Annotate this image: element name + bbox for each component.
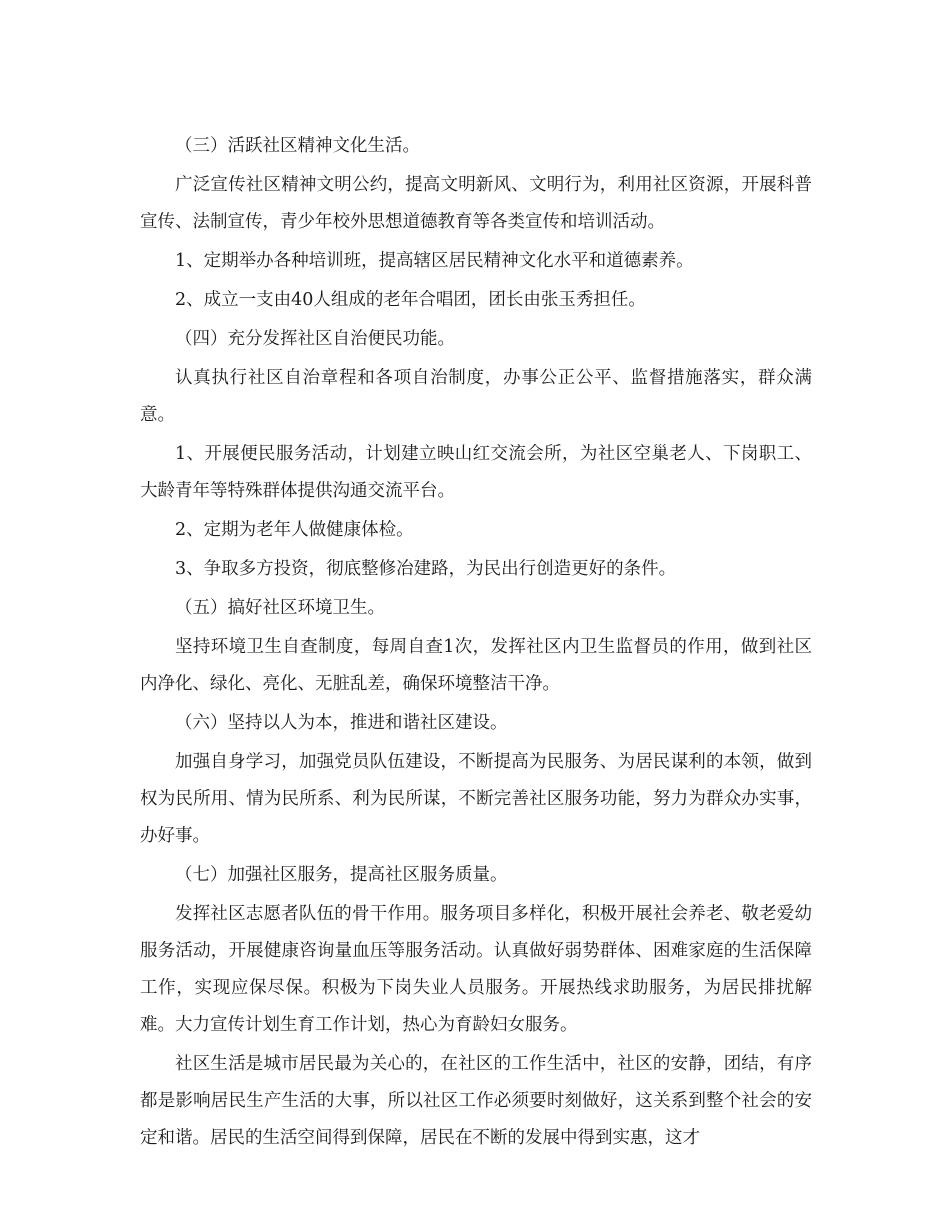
paragraph: 认真执行社区自治章程和各项自治制度，办事公正公平、监督措施落实，群众满意。 (140, 368, 812, 425)
document-body (140, 128, 812, 1159)
paragraph: 加强自身学习，加强党员队伍建设，不断提高为民服务、为居民谋利的本领，做到权为民所用、情为民所系、利为民所谋，不断完善社区服务功能，努力为群众办实事，办好事。 (140, 752, 812, 846)
list-item: 1、定期举办各种培训班，提高辖区居民精神文化水平和道德素养。 (175, 251, 694, 271)
list-item: 3、争取多方投资，彻底整修冶建路，为民出行创造更好的条件。 (175, 559, 677, 579)
paragraph: 发挥社区志愿者队伍的骨干作用。服务项目多样化，积极开展社会养老、敬老爱幼服务活动，开展健康咨询量血压等服务活动。认真做好弱势群体、困难家庭的生活保障工作，实现应保尽保。积极为下岗失业人员服务。开展热线求助服务，为居民排扰解难。大力宣传计划生育工作计划，热心为育龄妇女服务。 (140, 904, 812, 1035)
list-item: 2、成立一支由40人组成的老年合唱团，团长由张玉秀担任。 (175, 290, 646, 310)
section-heading-6: （六）坚持以人为本，推进和谐社区建设。 (175, 713, 508, 733)
list-item: 1、开展便民服务活动，计划建立映山红交流会所，为社区空巢老人、下岗职工、大龄青年等特殊群体提供沟通交流平台。 (140, 444, 812, 501)
section-heading-7: （七）加强社区服务，提高社区服务质量。 (175, 865, 508, 885)
paragraph: 广泛宣传社区精神文明公约，提高文明新风、文明行为，利用社区资源，开展科普宣传、法制宣传，青少年校外思想道德教育等各类宣传和培训活动。 (140, 175, 812, 232)
section-heading-3: （三）活跃社区精神文化生活。 (175, 136, 420, 156)
paragraph: 社区生活是城市居民最为关心的，在社区的工作生活中，社区的安静，团结，有序都是影响居民生产生活的大事，所以社区工作必须要时刻做好，这关系到整个社会的安定和谐。居民的生活空间得到保障，居民在不断的发展中得到实惠，这才 (140, 1054, 812, 1148)
section-heading-4: （四）充分发挥社区自治便民功能。 (175, 329, 455, 349)
list-item: 2、定期为老年人做健康体检。 (175, 520, 414, 540)
section-heading-5: （五）搞好社区环境卫生。 (175, 598, 385, 618)
paragraph: 坚持环境卫生自查制度，每周自查1次，发挥社区内卫生监督员的作用，做到社区内净化、绿化、亮化、无脏乱差，确保环境整洁干净。 (140, 637, 812, 694)
